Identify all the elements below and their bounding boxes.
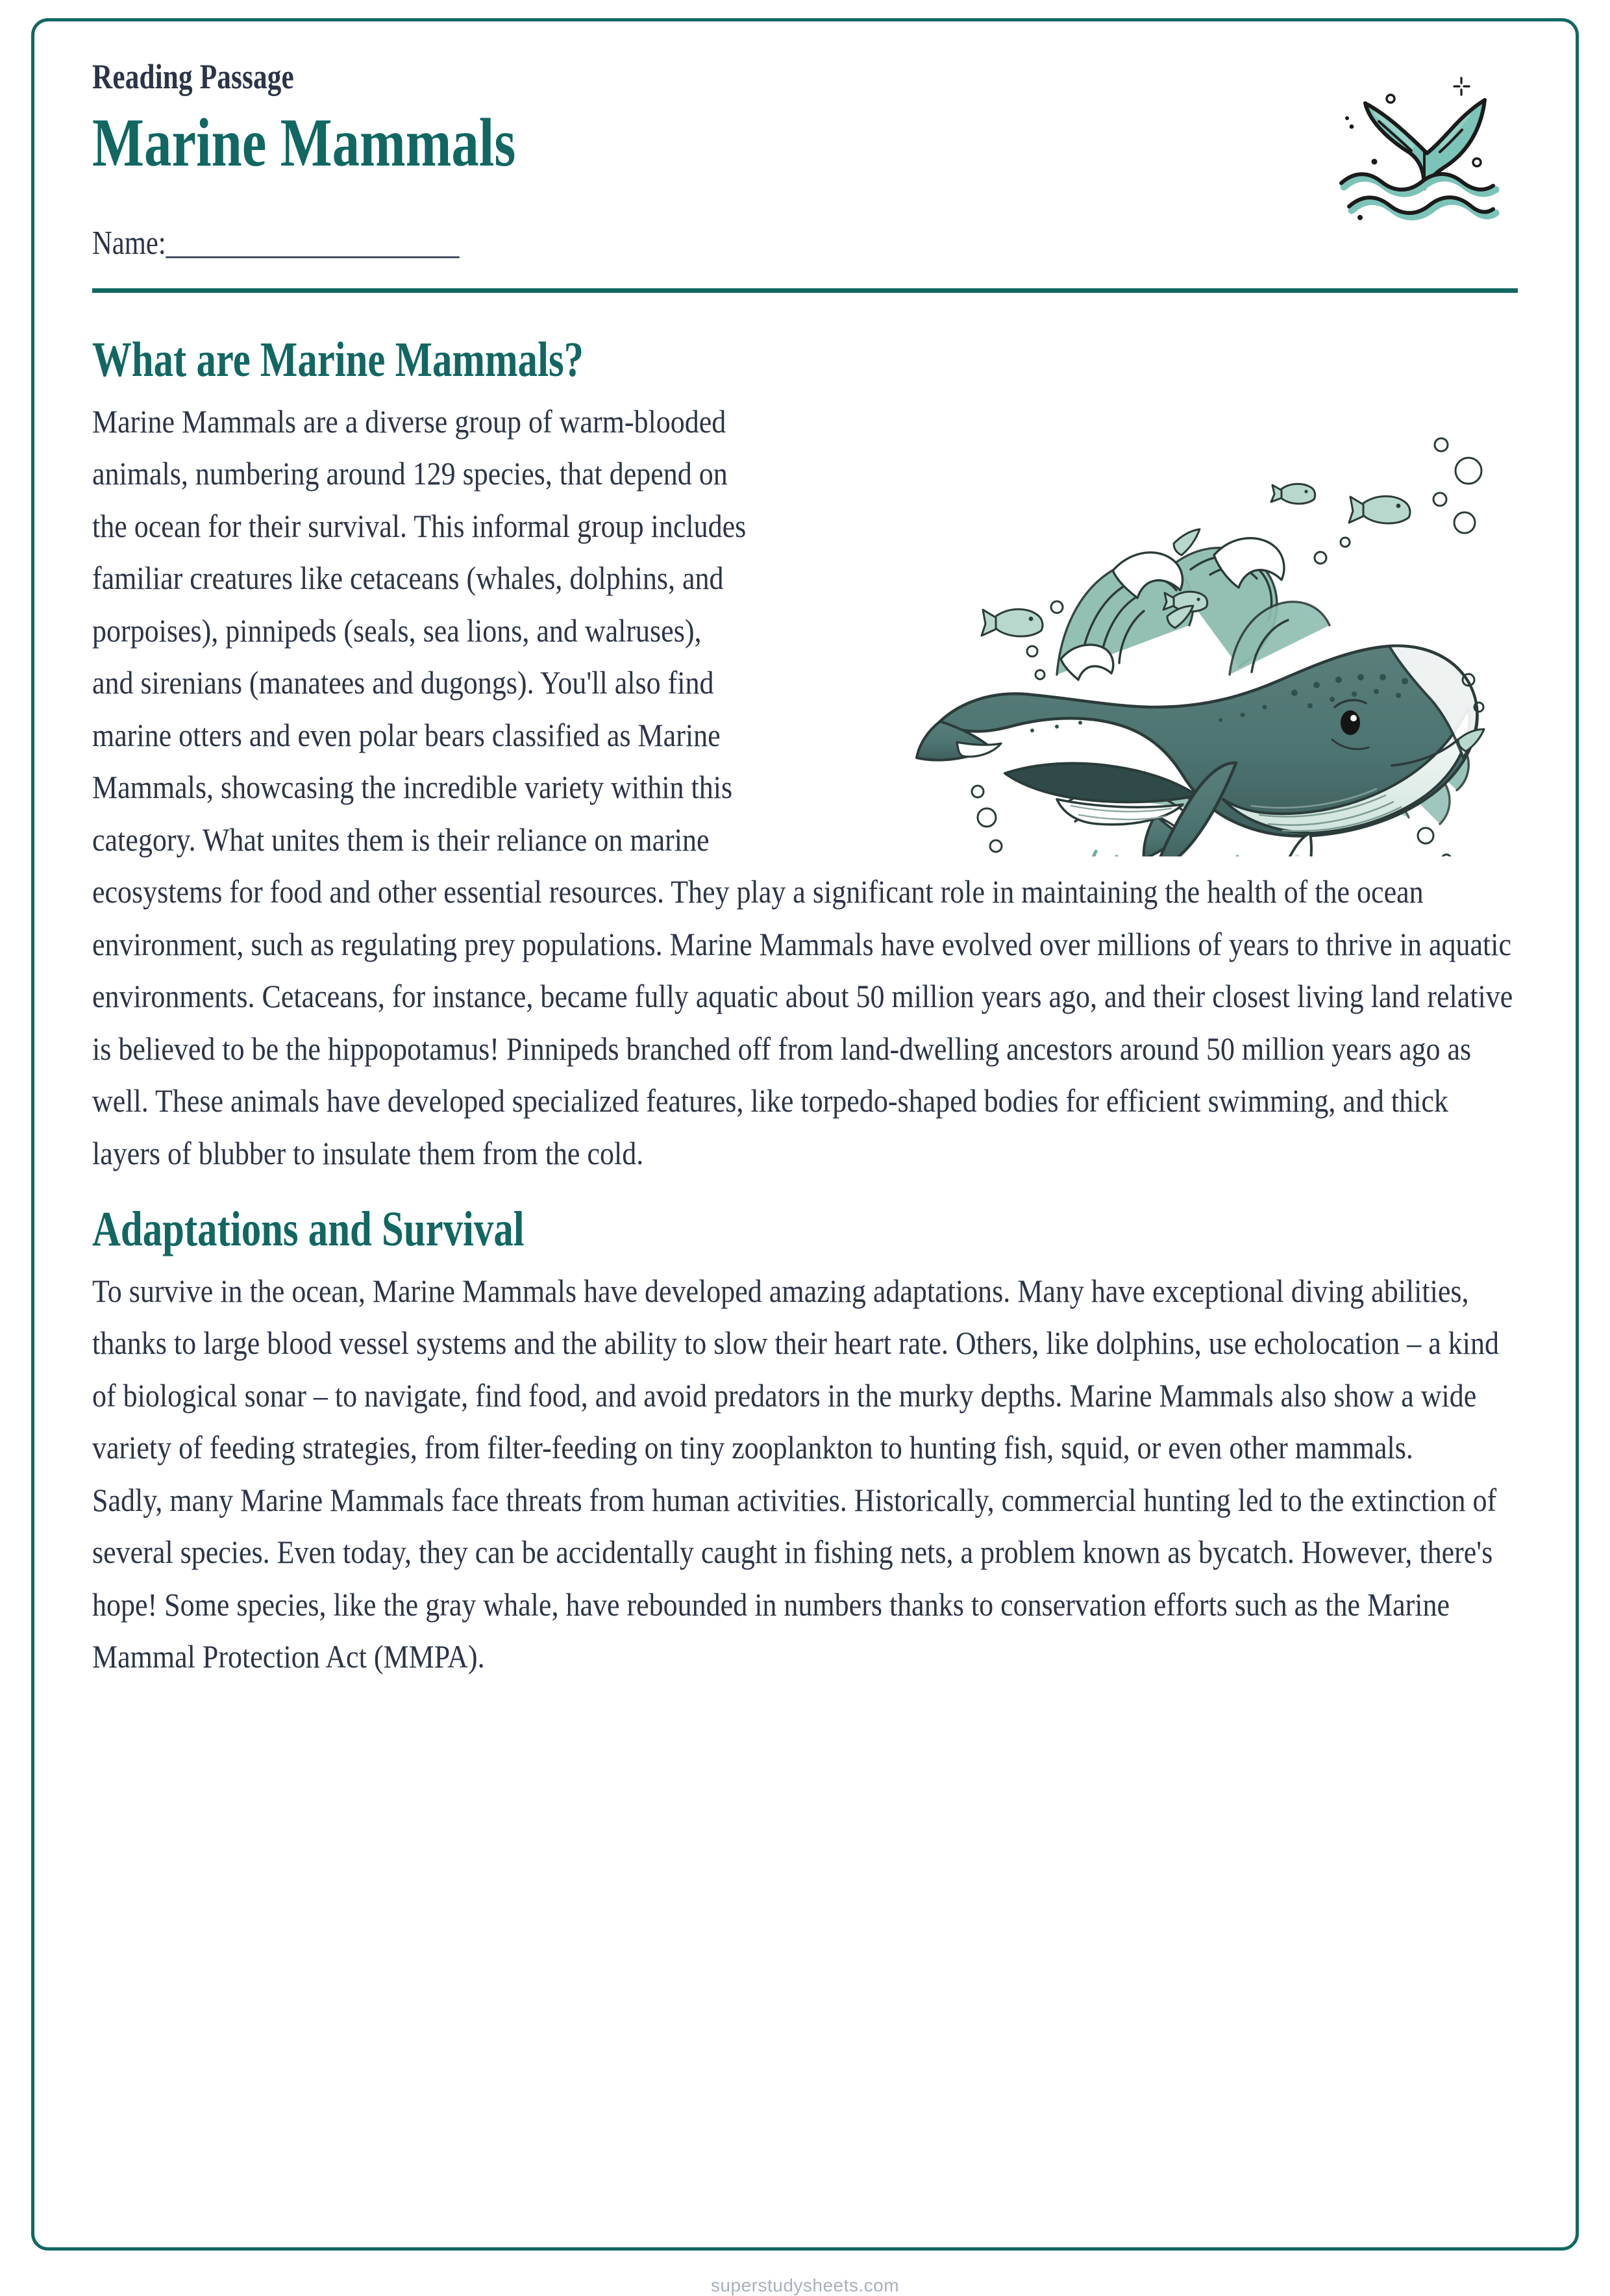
name-field-row[interactable] bbox=[92, 224, 1261, 262]
name-label: Name: bbox=[92, 225, 166, 262]
footer-site-label: superstudysheets.com bbox=[710, 2275, 900, 2295]
passage-content bbox=[62, 332, 1548, 1682]
header-divider bbox=[92, 288, 1518, 293]
page-title: Marine Mammals bbox=[92, 104, 516, 181]
section-heading-adaptations-and-survival: Adaptations and Survival bbox=[92, 1202, 525, 1257]
kicker-label: Reading Passage bbox=[92, 57, 294, 96]
paragraph-adaptations-1: To survive in the ocean, Marine Mammals have developed amazing adaptations. Many have exceptional diving abilities, thanks to large blood vessel systems and the ability to slow their heart rate. Others, like dolphins, use echolocation – a kind of biological sonar – to navigate, find food, and avoid predators in the murky depths. Marine Mammals also show a wide variety of feeding strategies, from filter-feeding on tiny zooplankton to hunting fish, squid, or even other mammals. bbox=[92, 1272, 1499, 1466]
section-body-1 bbox=[92, 395, 1518, 1180]
section-heading-what-are-marine-mammals: What are Marine Mammals? bbox=[92, 332, 584, 388]
name-input-blank[interactable]: ______________________ bbox=[166, 225, 459, 262]
worksheet-header bbox=[62, 18, 1548, 262]
paragraph-what-are-marine-mammals: Marine Mammals are a diverse group of warm-blooded animals, numbering around 129 species, that depend on the ocean for their survival. This informal group includes familiar creatures like cetaceans (whales, dolphins, and porpoises), pinnipeds (seals, sea lions, and walruses), and sirenians (manatees and dugongs). You'll also find marine otters and even polar bears classified as Marine Mammals, showcasing the incredible variety within this category. What unites them is their reliance on marine ecosystems for food and other essential resources. They play a significant role in maintaining the health of the ocean environment, such as regulating prey populations. Marine Mammals have evolved over millions of years to thrive in aquatic environments. Cetaceans, for instance, became fully aquatic about 50 million years ago, and their closest living land relative is believed to be the hippopotamus! Pinnipeds branched off from land-dwelling ancestors around 50 million years ago as well. These animals have developed specialized features, like torpedo-shaped bodies for efficient swimming, and thick layers of blubber to insulate them from the cold. bbox=[92, 403, 1513, 1171]
page-inner bbox=[31, 18, 1579, 2295]
paragraph-adaptations-2: Sadly, many Marine Mammals face threats from human activities. Historically, commercial hunting led to the extinction of several species. Even today, they can be accidentally caught in fishing nets, a problem known as bycatch. However, there's hope! Some species, like the gray whale, have rebounded in numbers thanks to conservation efforts such as the Marine Mammal Protection Act (MMPA). bbox=[92, 1481, 1497, 1675]
whale-tail-icon bbox=[1280, 40, 1514, 235]
